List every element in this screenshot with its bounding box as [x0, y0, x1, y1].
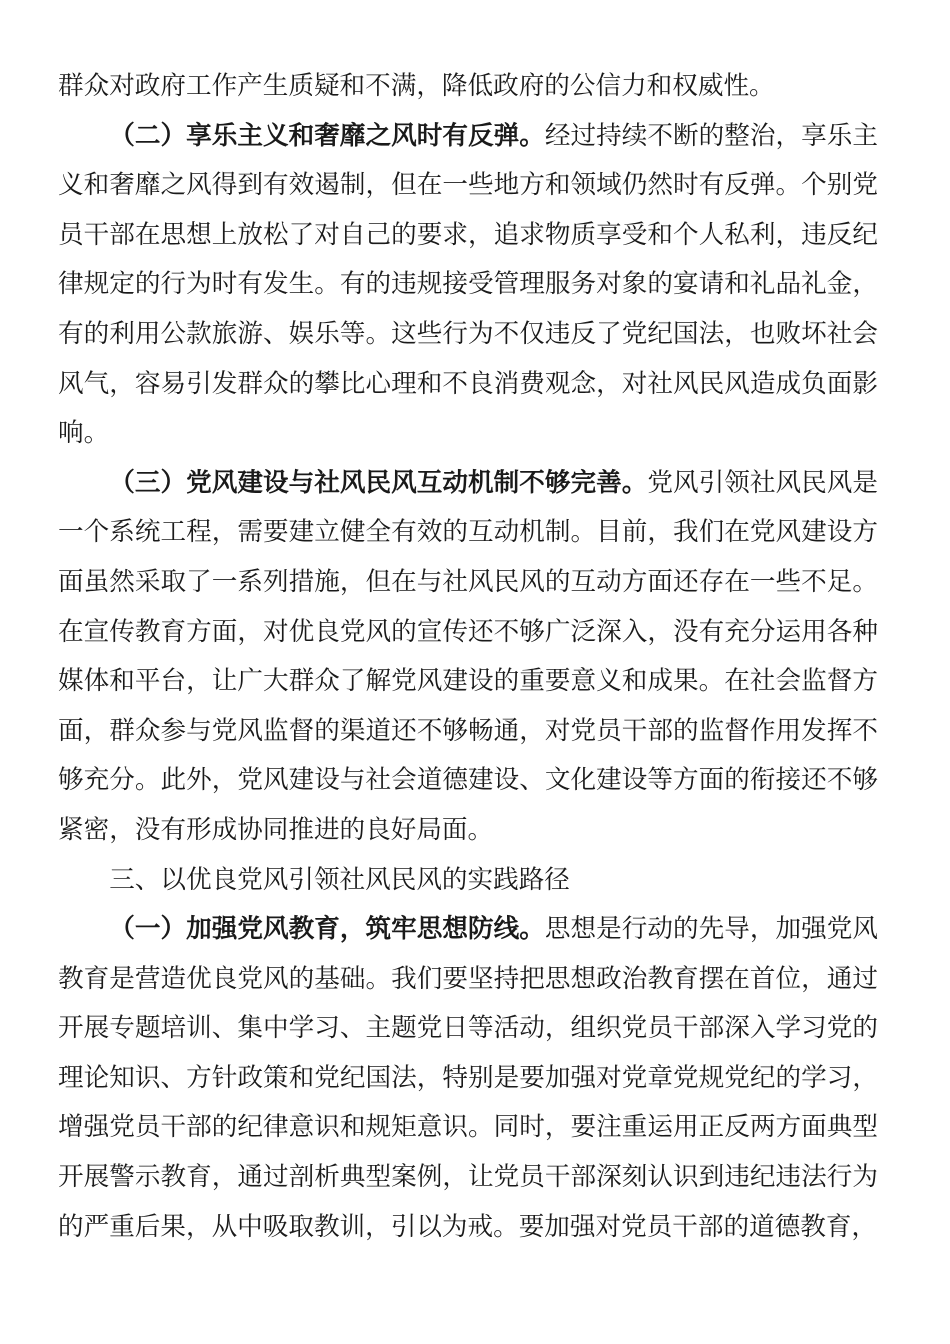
chapter-heading-text: 三、以优良党风引领社风民风的实践路径 — [109, 864, 570, 895]
section-heading-1: （一）加强党风教育，筑牢思想防线。 — [109, 914, 545, 945]
document-page — [58, 62, 878, 1252]
paragraph-text: 党风引领社风民风是一个系统工程，需要建立健全有效的互动机制。目前，我们在党风建设方面虽然采取了一系列措施，但在与社风民风的互动方面还存在一些不足。在宣传教育方面，对优良党风的宣传还不够广泛深入，没有充分运用各种媒体和平台，让广大群众了解党风建设的重要意义和成果。在社会监督方面，群众参与党风监督的渠道还不够畅通，对党员干部的监督作用发挥不够充分。此外，党风建设与社会道德建设、文化建设等方面的衔接还不够紧密，没有形成协同推进的良好局面。 — [58, 467, 878, 845]
paragraph-text: 群众对政府工作产生质疑和不满，降低政府的公信力和权威性。 — [58, 71, 775, 101]
paragraph-text: 经过持续不断的整治，享乐主义和奢靡之风得到有效遏制，但在一些地方和领域仍然时有反弹。个别党员干部在思想上放松了对自己的要求，追求物质享受和个人私利，违反纪律规定的行为时有发生。有的违规接受管理服务对象的宴请和礼品礼金，有的利用公款旅游、娱乐等。这些行为不仅违反了党纪国法，也败坏社会风气，容易引发群众的攀比心理和不良消费观念，对社风民风造成负面影响。 — [58, 120, 878, 449]
paragraph-mechanism — [58, 459, 878, 856]
paragraph-hedonism — [58, 112, 878, 459]
paragraph-continuation — [58, 62, 878, 112]
section-heading-2: （二）享乐主义和奢靡之风时有反弹。 — [109, 120, 545, 151]
paragraph-text: 思想是行动的先导，加强党风教育是营造优良党风的基础。我们要坚持把思想政治教育摆在首位，通过开展专题培训、集中学习、主题党日等活动，组织党员干部深入学习党的理论知识、方针政策和党纪国法，特别是要加强对党章党规党纪的学习，增强党员干部的纪律意识和规矩意识。同时，要注重运用正反两方面典型开展警示教育，通过剖析典型案例，让党员干部深刻认识到违纪违法行为的严重后果，从中吸取教训，引以为戒。要加强对党员干部的道德教育， — [58, 914, 878, 1242]
section-heading-3: （三）党风建设与社风民风互动机制不够完善。 — [109, 467, 648, 498]
paragraph-education — [58, 905, 878, 1252]
chapter-heading-3 — [58, 856, 878, 906]
